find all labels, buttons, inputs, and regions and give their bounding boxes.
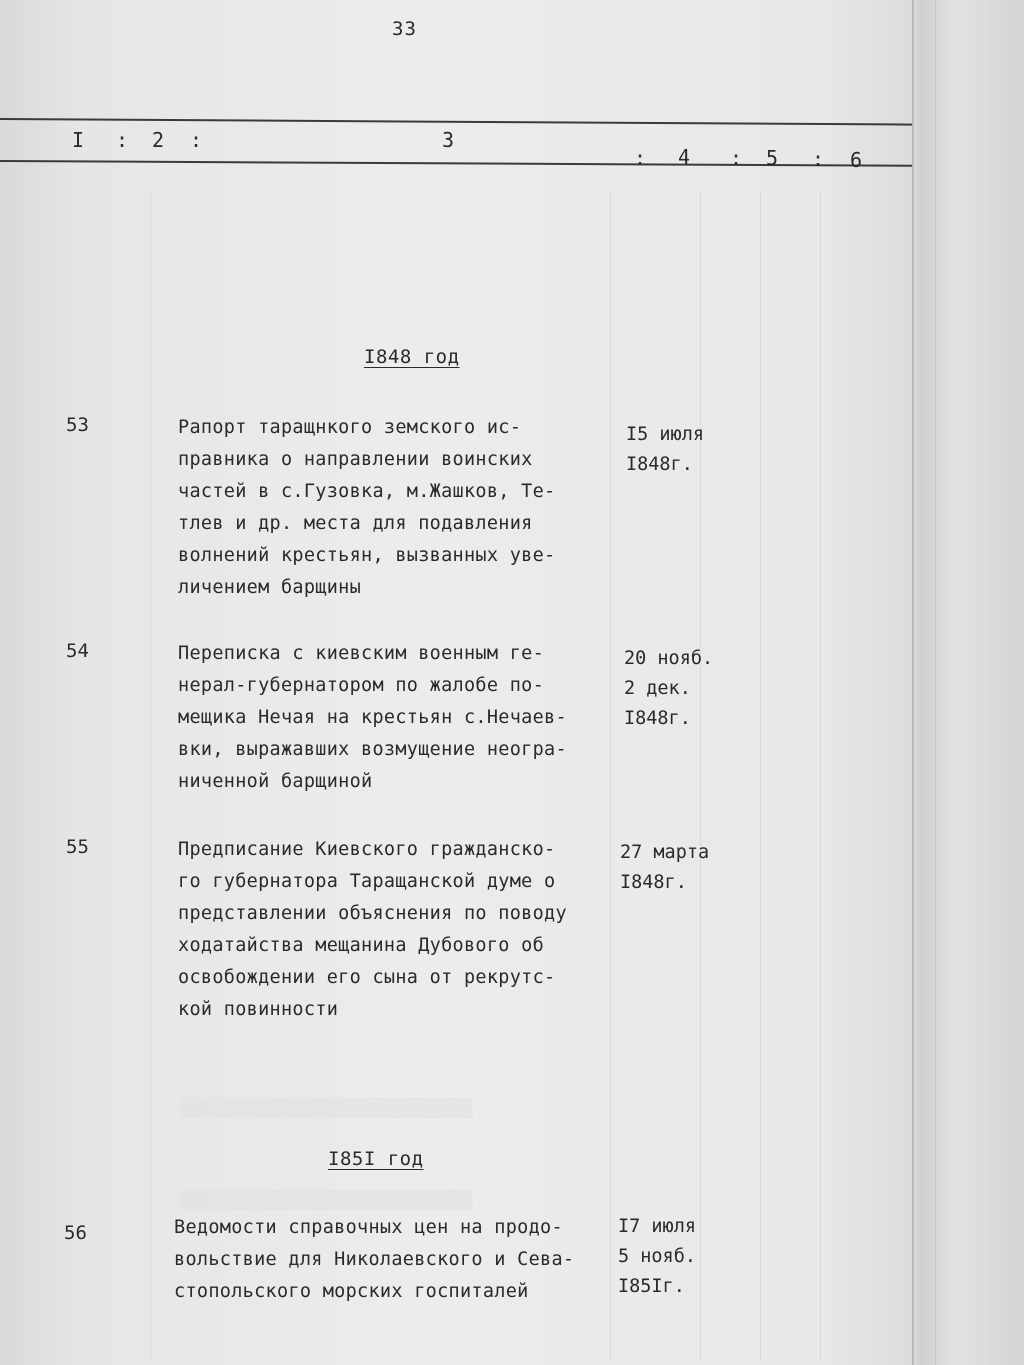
entry-line: го губернатора Таращанской думе о [178,871,556,892]
header-sep: : [634,146,647,170]
bleed-through-text: ▒▒▒▒▒▒▒▒▒▒▒▒▒▒▒▒▒▒▒▒▒▒▒▒▒▒▒ [180,1098,473,1119]
entry-date-line: I848г. [626,454,693,475]
page-number: 33 [392,18,417,40]
entry-line: освобождении его сына от рекрутс- [178,967,556,988]
table-header [0,128,912,172]
entry-line: ходатайства мещанина Дубового об [178,935,545,956]
entry-date [626,420,736,480]
entry-date [620,838,730,898]
entry-line: вольствие для Николаевского и Сева- [174,1249,575,1270]
page-edge [912,0,914,1365]
header-sep: : [116,128,129,152]
bleed-through-text: ▒▒▒▒▒▒▒▒▒▒▒▒▒▒▒▒▒▒▒▒▒▒▒▒▒▒▒ [180,1190,473,1211]
entry-date [618,1212,728,1302]
header-col-5: 5 [766,146,779,170]
entry-line: тлев и др. места для подавления [178,513,533,534]
header-col-4: 4 [678,145,691,169]
entry-line: вки, выражавших возмущение неогра- [178,739,567,760]
entry-number: 56 [64,1222,87,1244]
entry-line: кой повинности [178,999,339,1020]
entry-description [178,412,618,604]
header-sep: : [190,128,203,152]
entry-date [624,644,734,734]
entry-date-line: 5 нояб. [618,1246,696,1267]
entry-line: Переписка с киевским военным ге- [178,643,545,664]
entry-line: Предписание Киевского гражданско- [178,839,556,860]
entry-date-line: I5 июля [626,424,704,445]
entry-description [174,1212,614,1308]
year-heading: I85I год [328,1148,424,1170]
entry-line: стопольского морских госпиталей [174,1281,529,1302]
column-guide [700,190,701,1360]
entry-number: 54 [66,640,89,662]
entry-line: правника о направлении воинских [178,449,533,470]
entry-description [178,834,618,1026]
column-guide [760,190,761,1360]
header-top-rule [0,118,912,126]
entry-line: частей в с.Гузовка, м.Жашков, Те- [178,481,556,502]
entry-date-line: I848г. [620,872,687,893]
entry-date-line: I85Iг. [618,1276,685,1297]
entry-date-line: 2 дек. [624,678,691,699]
entry-number: 53 [66,414,89,436]
entry-line: нерал-губернатором по жалобе по- [178,675,545,696]
entry-line: Ведомости справочных цен на продо- [174,1217,563,1238]
header-col-1: I [72,128,85,152]
column-guide [820,190,821,1360]
header-col-2: 2 [152,128,165,152]
entry-line: мещика Нечая на крестьян с.Нечаев- [178,707,567,728]
entry-date-line: 20 нояб. [624,648,714,669]
entry-date-line: I848г. [624,708,691,729]
entry-line: личением барщины [178,577,362,598]
header-col-6: 6 [850,148,863,172]
page-edge-inner [935,0,936,1365]
entry-line: представлении объяснения по поводу [178,903,567,924]
entry-line: ниченной барщиной [178,771,373,792]
entry-date-line: I7 июля [618,1216,696,1237]
header-sep: : [812,147,825,171]
header-col-3: 3 [442,128,455,152]
entry-date-line: 27 марта [620,842,710,863]
entry-number: 55 [66,836,89,858]
column-guide [150,190,151,1360]
year-heading: I848 год [364,346,460,368]
entry-line: волнений крестьян, вызванных уве- [178,545,556,566]
entry-description [178,638,618,798]
header-sep: : [730,146,743,170]
entry-line: Рапорт таращнкого земского ис- [178,417,522,438]
